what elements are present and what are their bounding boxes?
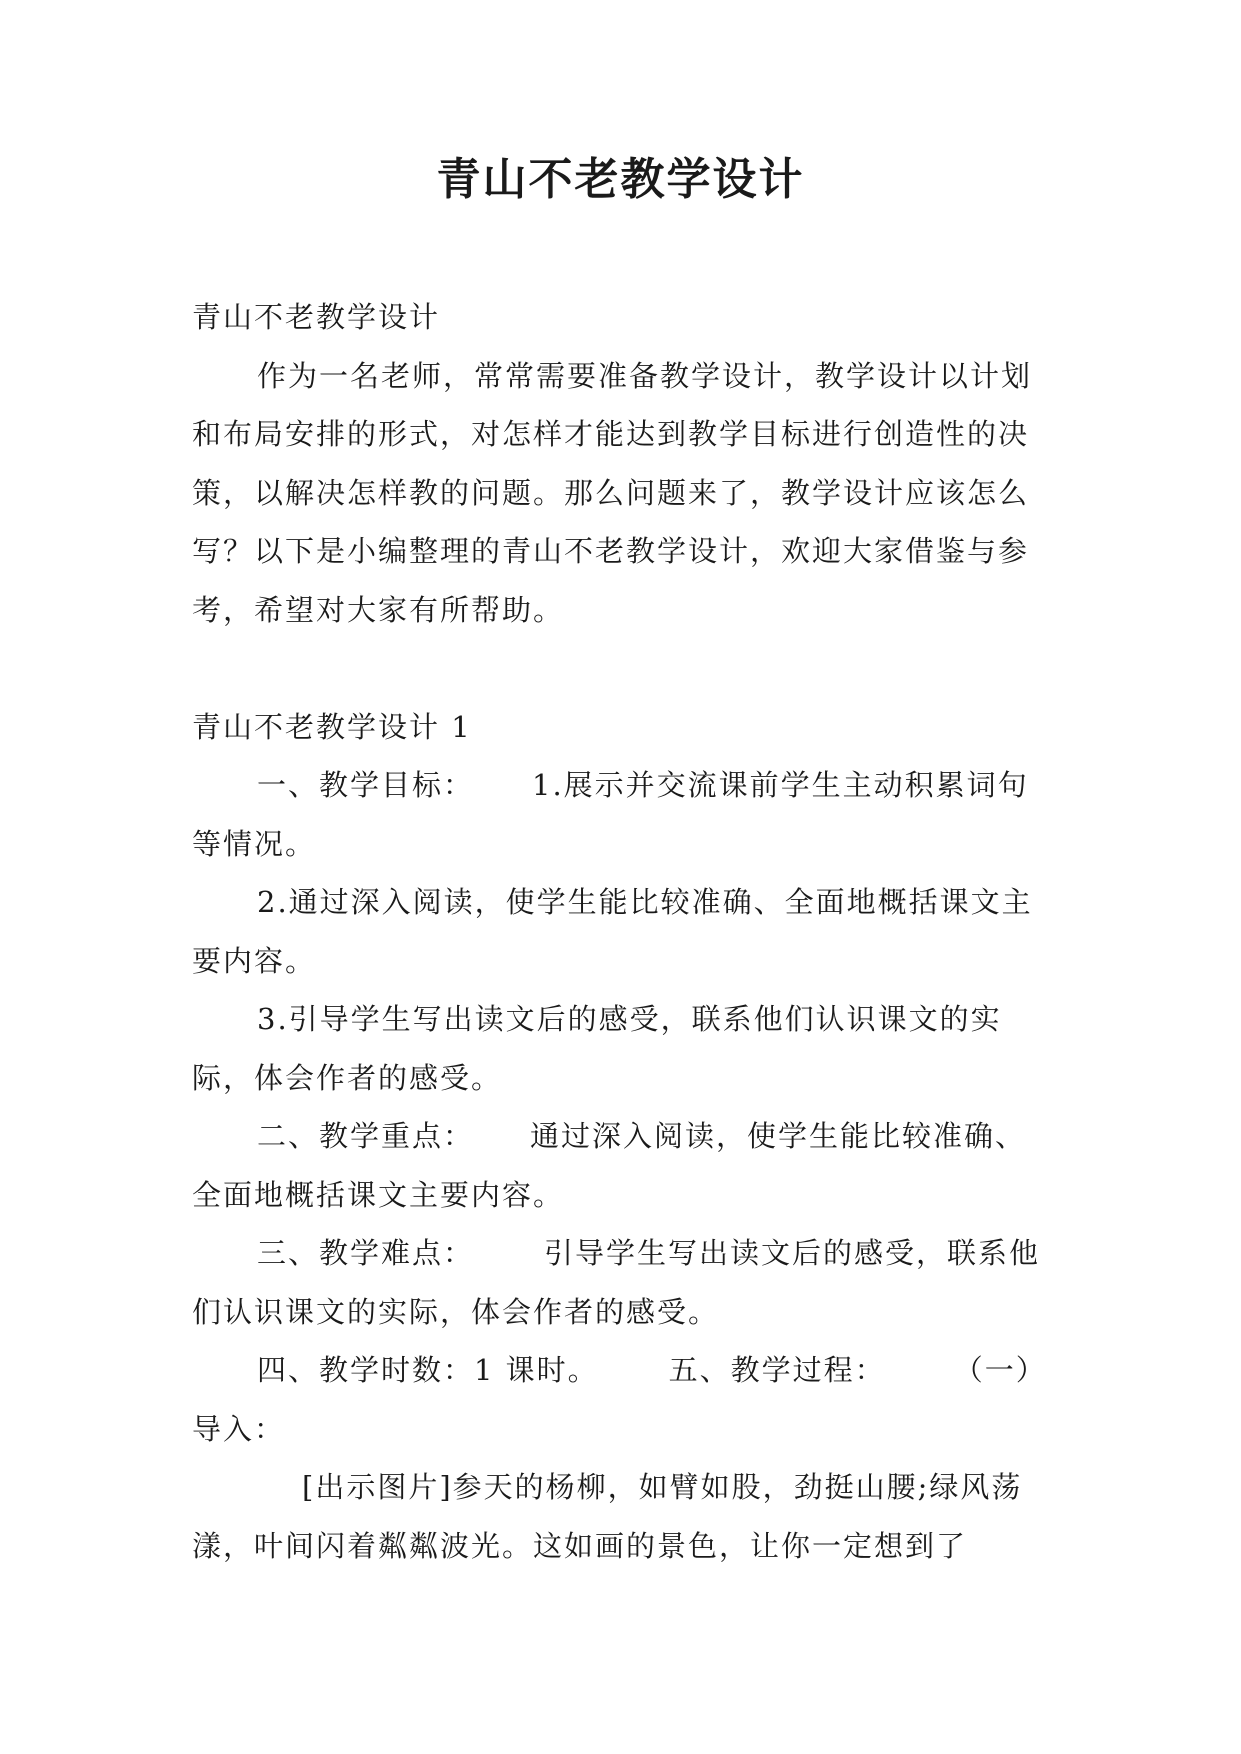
key-points-label: 二、教学重点：	[257, 1119, 475, 1153]
goal-item-2: 2.通过深入阅读，使学生能比较准确、全面地概括课文主要内容。	[192, 885, 1033, 978]
goal-item-1: 1.展示并交流课前学生主动积累词句等情况。	[192, 768, 1029, 861]
document-title: 青山不老教学设计	[436, 154, 805, 205]
key-points-paragraph	[192, 1107, 1056, 1224]
document-body	[192, 288, 1056, 1575]
intro-paragraph: 作为一名老师，常常需要准备教学设计，教学设计以计划和布局安排的形式，对怎样才能达到教学目标进行创造性的决策，以解决怎样教的问题。那么问题来了，教学设计应该怎么写？以下是小编整理的青山不老教学设计，欢迎大家借鉴与参考，希望对大家有所帮助。	[192, 358, 1033, 627]
section-heading: 青山不老教学设计 1	[192, 709, 472, 744]
goal-item-3: 3.引导学生写出读文后的感受，联系他们认识课文的实际，体会作者的感受。	[192, 1002, 1002, 1095]
key-points-text: 通过深入阅读，使学生能比较准确、全面地概括课文主要内容。	[192, 1119, 1027, 1212]
intro-passage: [出示图片]参天的杨柳，如臂如股，劲挺山腰;绿风荡漾，叶间闪着粼粼波光。这如画的景色，让你一定想到了	[192, 1470, 1023, 1563]
process-step: （一）导入：	[192, 1353, 1047, 1446]
goals-label: 一、教学目标：	[257, 768, 475, 802]
document-subtitle: 青山不老教学设计	[192, 300, 441, 334]
teaching-hours: 四、教学时数：1 课时。	[257, 1353, 599, 1387]
goals-paragraph	[192, 756, 1056, 873]
difficulty-label: 三、教学难点：	[257, 1236, 475, 1270]
schedule-paragraph	[192, 1341, 1056, 1458]
paragraph-gap	[192, 639, 1056, 698]
difficulty-text: 引导学生写出读文后的感受，联系他们认识课文的实际，体会作者的感受。	[192, 1236, 1041, 1329]
difficulty-paragraph	[192, 1224, 1056, 1341]
process-label: 五、教学过程：	[668, 1353, 886, 1387]
